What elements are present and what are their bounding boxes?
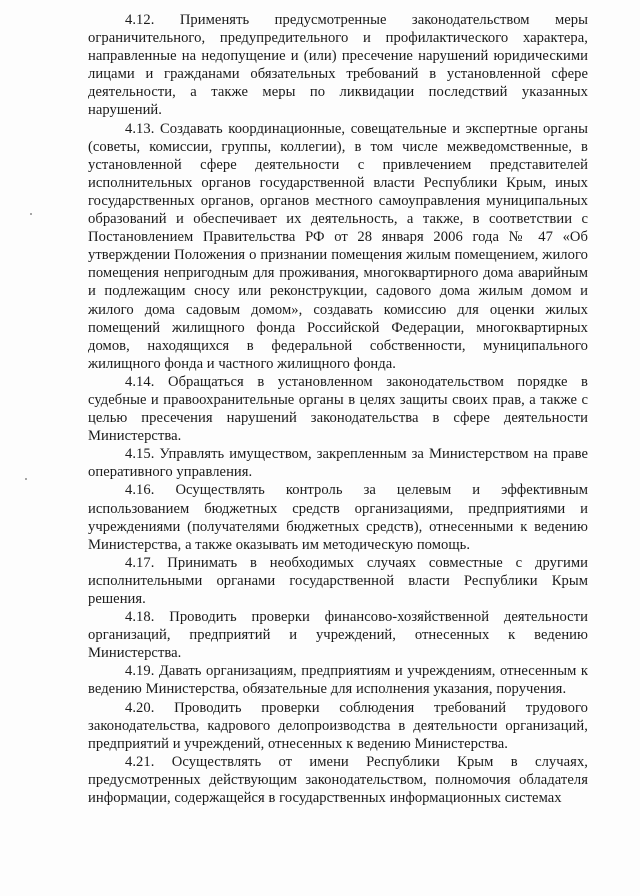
paragraph-4-19: 4.19. Давать организациям, предприятиям и учреждениям, отнесенным к ведению Министерства, обязательные для исполнения указания, поручения. xyxy=(88,663,588,698)
paragraph-4-12: 4.12. Применять предусмотренные законодательством меры ограничительного, предупредительного и профилактического характера, направленные на недопущение и (или) пресечение нарушений юридическими лицами и гражданами обязательных требований в установленной сфере деятельности, а также меры по ликвидации последствий указанных нарушений. xyxy=(88,12,588,119)
paragraph-4-13: 4.13. Создавать координационные, совещательные и экспертные органы (советы, комиссии, группы, коллегии), в том числе межведомственные, в установленной сфере деятельности с привлечением представителей исполнительных органов государственной власти Республики Крым, иных государственных органов, органов местного самоуправления муниципальных образований и обеспечивает их деятельность, а также, в соответствии с Постановлением Правительства РФ от 28 января 2006 года № 47 «Об утверждении Положения о признании помещения жилым помещением, жилого помещения непригодным для проживания, многоквартирного дома аварийным и подлежащим сносу или реконструкции, садового дома жилым домом и жилого дома садовым домом», создавать комиссию для оценки жилых помещений жилищного фонда Российской Федерации, многоквартирных домов, находящихся в федеральной собственности, муниципального жилищного фонда и частного жилищного фонда. xyxy=(88,120,588,372)
document-body xyxy=(88,11,588,807)
paragraph-4-21: 4.21. Осуществлять от имени Республики Крым в случаях, предусмотренных действующим законодательством, полномочия обладателя информации, содержащейся в государственных информационных системах xyxy=(88,753,588,807)
paragraph-4-16: 4.16. Осуществлять контроль за целевым и эффективным использованием бюджетных средств организациями, предприятиями и учреждениями (получателями бюджетных средств), отнесенными к ведению Министерства, а также оказывать им методическую помощь. xyxy=(88,482,588,553)
scan-speck xyxy=(30,213,32,215)
paragraph-4-17: 4.17. Принимать в необходимых случаях совместные с другими исполнительными органами государственной власти Республики Крым решения. xyxy=(88,554,588,607)
paragraph-4-14: 4.14. Обращаться в установленном законодательством порядке в судебные и правоохранительные органы в целях защиты своих прав, а также с целью пресечения нарушений законодательства в сфере деятельности Министерства. xyxy=(88,373,588,445)
paragraph-4-20: 4.20. Проводить проверки соблюдения требований трудового законодательства, кадрового делопроизводства в деятельности организаций, предприятий и учреждений, отнесенных к ведению Министерства. xyxy=(88,699,588,752)
paragraph-4-15: 4.15. Управлять имуществом, закрепленным за Министерством на праве оперативного управления. xyxy=(88,446,588,481)
paragraph-4-18: 4.18. Проводить проверки финансово-хозяйственной деятельности организаций, предприятий и учреждений, отнесенных к ведению Министерства. xyxy=(88,609,588,662)
scan-speck xyxy=(25,478,27,480)
